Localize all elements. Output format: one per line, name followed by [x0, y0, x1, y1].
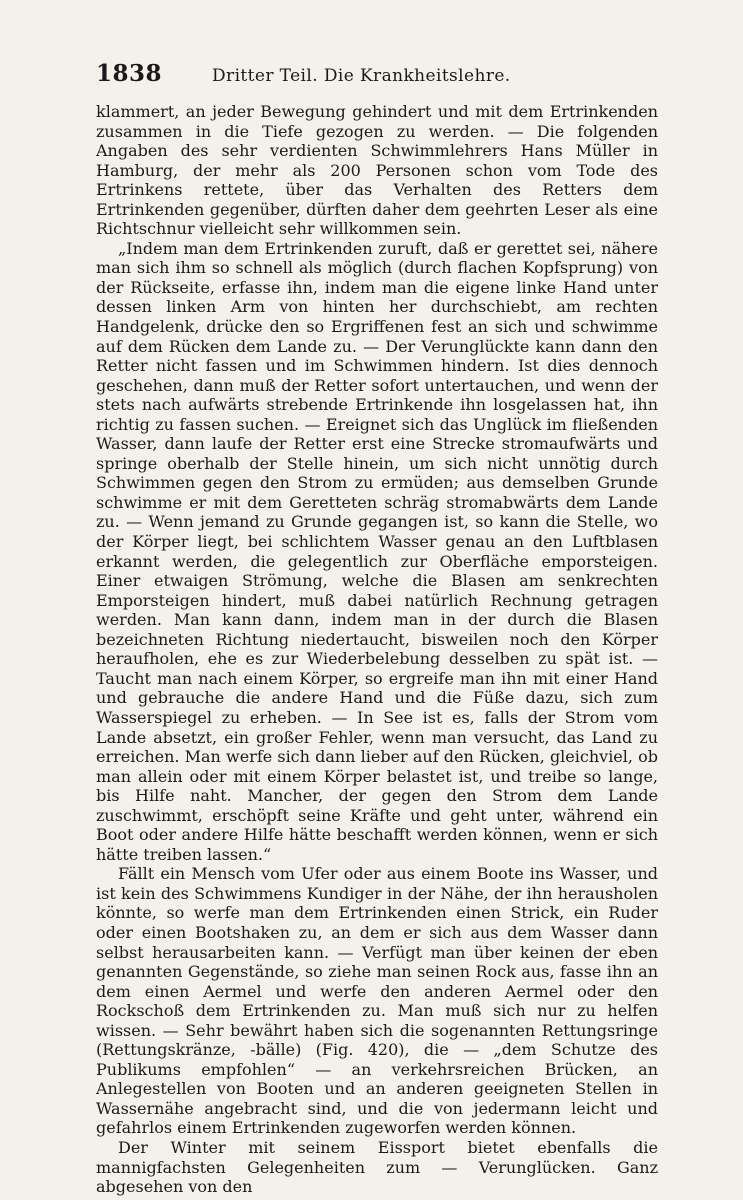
paragraph: Der Winter mit seinem Eissport bietet ebenfalls die mannigfachsten Gelegenheiten zum — Verunglücken. Ganz abgesehen von den	[96, 1137, 658, 1197]
body-text	[96, 102, 658, 1197]
paragraph: „Indem man dem Ertrinkenden zuruft, daß er gerettet sei, nähere man sich ihm so schnell als möglich (durch flachen Kopfsprung) von der Rückseite, erfasse ihn, indem man die eigene linke Hand unter dessen linken Arm von hinten her durchschiebt, am rechten Handgelenk, drücke den so Ergriffenen fest an sich und schwimme auf dem Rücken dem Lande zu. — Der Verunglückte kann dann den Retter nicht fassen und im Schwimmen hindern. Ist dies dennoch geschehen, dann muß der Retter sofort untertauchen, und wenn der stets nach aufwärts strebende Ertrinkende ihn losgelassen hat, ihn richtig zu fassen suchen. — Ereignet sich das Unglück im fließenden Wasser, dann laufe der Retter erst eine Strecke stromaufwärts und springe oberhalb der Stelle hinein, um sich nicht unnötig durch Schwimmen gegen den Strom zu ermüden; aus demselben Grunde schwimme er mit dem Geretteten schräg stromabwärts dem Lande zu. — Wenn jemand zu Grunde gegangen ist, so kann die Stelle, wo der Körper liegt, bei schlichtem Wasser genau an den Luftblasen erkannt werden, die gelegentlich zur Oberfläche emporsteigen. Einer etwaigen Strömung, welche die Blasen am senkrechten Emporsteigen hindert, muß dabei natürlich Rechnung getragen werden. Man kann dann, indem man in der durch die Blasen bezeichneten Richtung niedertaucht, bisweilen noch den Körper heraufholen, ehe es zur Wiederbelebung desselben zu spät ist. — Taucht man nach einem Körper, so ergreife man ihn mit einer Hand und gebrauche die andere Hand und die Füße dazu, sich zum Wasserspiegel zu erheben. — In See ist es, falls der Strom vom Lande absetzt, ein großer Fehler, wenn man versucht, das Land zu erreichen. Man werfe sich dann lieber auf den Rücken, gleichviel, ob man allein oder mit einem Körper belastet ist, und treibe so lange, bis Hilfe naht. Mancher, der gegen den Strom dem Lande zuschwimmt, erschöpft seine Kräfte und geht unter, während ein Boot oder andere Hilfe hätte beschafft werden können, wenn er sich hätte treiben lassen.“	[96, 238, 658, 864]
page-number: 1838	[96, 60, 163, 87]
paragraph: Fällt ein Mensch vom Ufer oder aus einem Boote ins Wasser, und ist kein des Schwimmens Kundiger in der Nähe, der ihn herausholen könnte, so werfe man dem Ertrinkenden einen Strick, ein Ruder oder einen Bootshaken zu, an dem er sich aus dem Wasser dann selbst herausarbeiten kann. — Verfügt man über keinen der eben genannten Gegenstände, so ziehe man seinen Rock aus, fasse ihn an dem einen Aermel und werfe den anderen Aermel oder den Rockschoß dem Ertrinkenden zu. Man muß sich nur zu helfen wissen. — Sehr bewährt haben sich die sogenannten Rettungsringe (Rettungskränze, -bälle) (Fig. 420), die — „dem Schutze des Publikums empfohlen“ — an verkehrsreichen Brücken, an Anlegestellen von Booten und an anderen geeigneten Stellen in Wassernähe angebracht sind, und die von jedermann leicht und gefahrlos einem Ertrinkenden zugeworfen werden können.	[96, 864, 658, 1138]
book-page	[96, 60, 658, 1197]
page-header	[96, 60, 658, 96]
paragraph: klammert, an jeder Bewegung gehindert und mit dem Ertrinkenden zusammen in die Tiefe gezogen zu werden. — Die folgenden Angaben des sehr verdienten Schwimmlehrers Hans Müller in Hamburg, der mehr als 200 Personen schon vom Tode des Ertrinkens rettete, über das Verhalten des Retters dem Ertrinkenden gegenüber, dürften daher dem geehrten Leser als eine Richtschnur vielleicht sehr willkommen sein.	[96, 102, 658, 239]
running-head: Dritter Teil. Die Krankheitslehre.	[212, 66, 511, 86]
